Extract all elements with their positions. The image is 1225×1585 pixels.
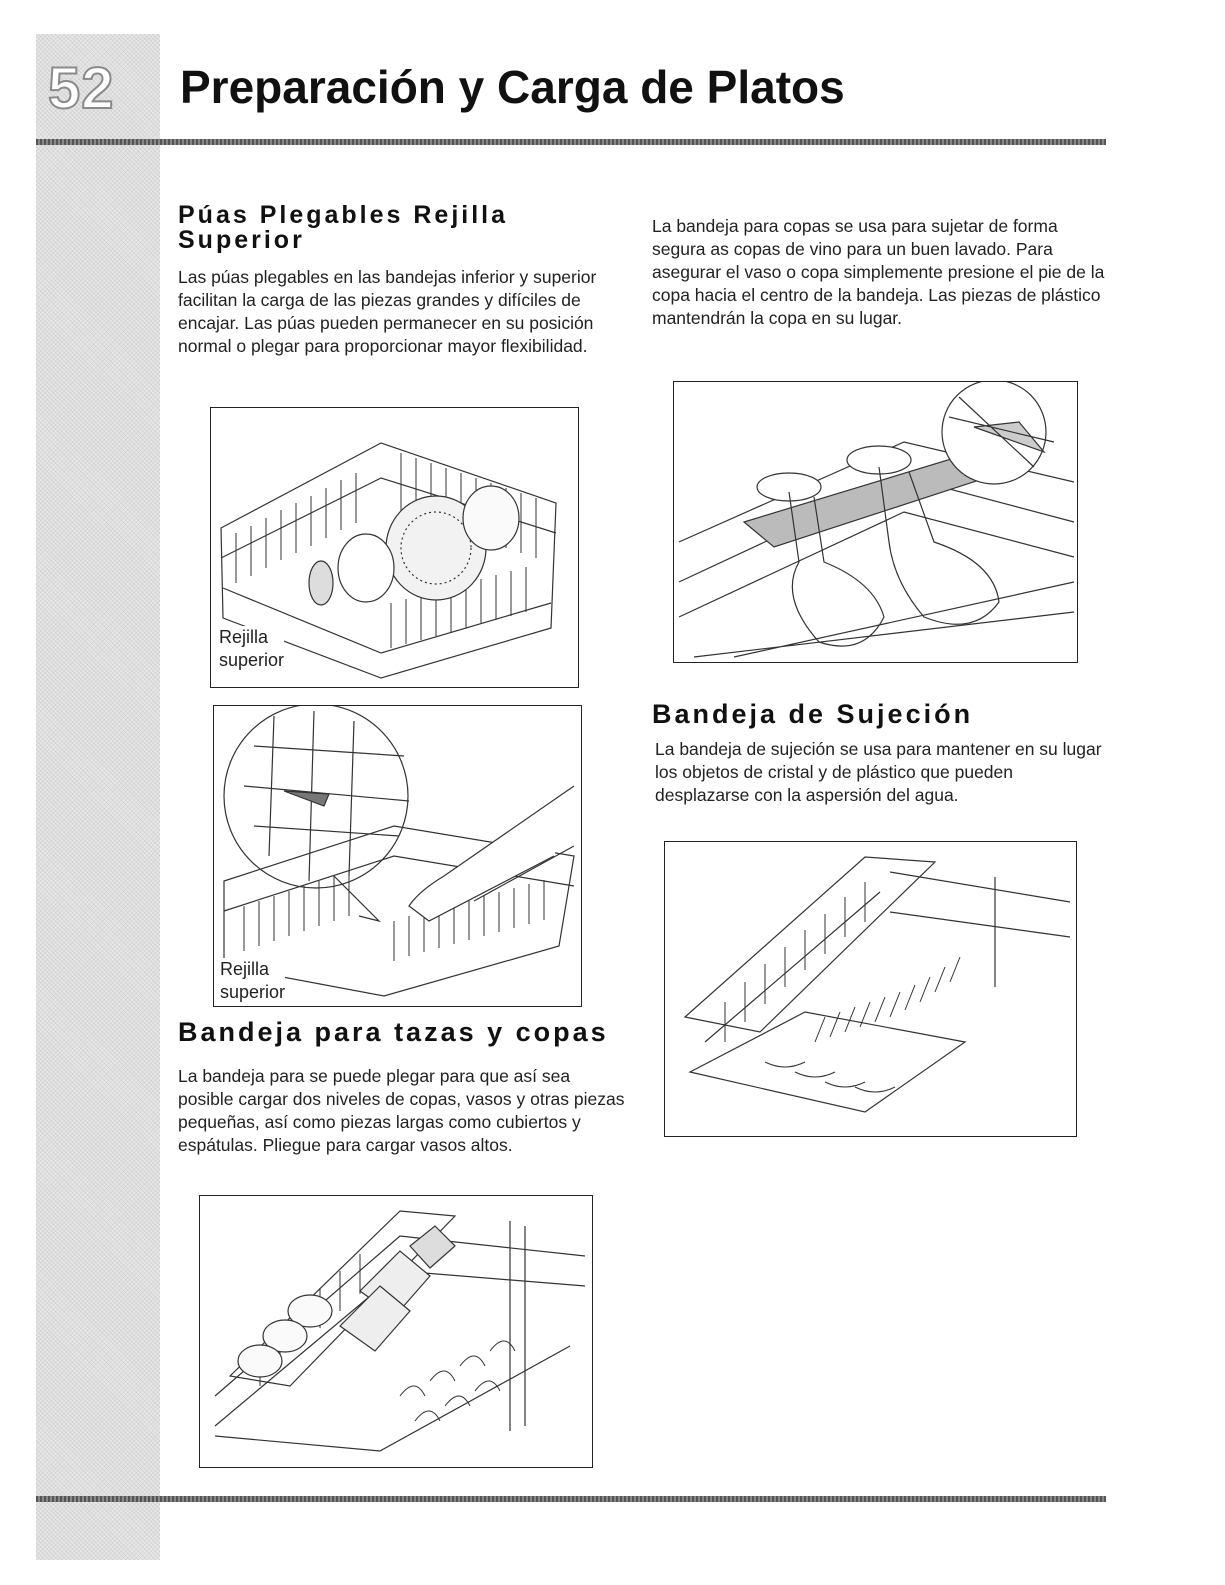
figure1-label bbox=[219, 626, 284, 672]
figure1-label-line1: Rejilla bbox=[219, 627, 269, 647]
section-heading-tazas: Bandeja para tazas y copas bbox=[178, 1017, 609, 1047]
figure2-label bbox=[220, 958, 285, 1004]
figure-wine-glass-holder bbox=[673, 381, 1078, 663]
figure2-label-line1: Rejilla bbox=[220, 959, 270, 979]
section-heading-puas-line2: Superior bbox=[178, 226, 305, 254]
figure-folding-tines bbox=[213, 705, 582, 1007]
figure-upper-rack-dishes bbox=[210, 407, 579, 688]
side-margin-band bbox=[36, 34, 160, 1560]
section-heading-puas bbox=[178, 203, 508, 253]
holding-tray-illustration bbox=[665, 842, 1076, 1136]
page-number: 52 bbox=[48, 56, 115, 121]
wine-glass-holder-illustration bbox=[674, 382, 1077, 662]
copas-paragraph: La bandeja para copas se usa para sujetar de forma segura as copas de vino para un buen lavado. Para asegurar el vaso o copa simplemente presione el pie de la copa hacia el centro de la bandeja. Las piezas de plástico mantendrán la copa en su lugar. bbox=[652, 216, 1105, 328]
figure2-label-line2: superior bbox=[220, 982, 286, 1002]
footer-rule bbox=[36, 1496, 1106, 1502]
figure-cup-shelf bbox=[199, 1195, 593, 1468]
figure-holding-tray bbox=[664, 841, 1077, 1137]
section-heading-sujecion: Bandeja de Sujeción bbox=[652, 699, 974, 729]
figure1-label-line2: superior bbox=[219, 650, 285, 670]
puas-paragraph: Las púas plegables en las bandejas inferior y superior facilitan la carga de las piezas grandes y difíciles de encajar. Las púas pueden permanecer en su posición normal o plegar para proporcionar mayor flexibilidad. bbox=[178, 267, 597, 356]
section-heading-puas-line1: Púas Plegables Rejilla bbox=[178, 201, 509, 229]
sujecion-paragraph: La bandeja de sujeción se usa para mantener en su lugar los objetos de cristal y de plástico que pueden desplazarse con la aspersión del agua. bbox=[655, 739, 1102, 805]
tazas-paragraph: La bandeja para se puede plegar para que así sea posible cargar dos niveles de copas, vasos y otras piezas pequeñas, así como piezas largas como cubiertos y espátulas. Pliegue para cargar vasos altos. bbox=[178, 1066, 625, 1155]
cup-shelf-illustration bbox=[200, 1196, 592, 1467]
header-rule bbox=[36, 139, 1106, 145]
page-title: Preparación y Carga de Platos bbox=[180, 61, 845, 113]
